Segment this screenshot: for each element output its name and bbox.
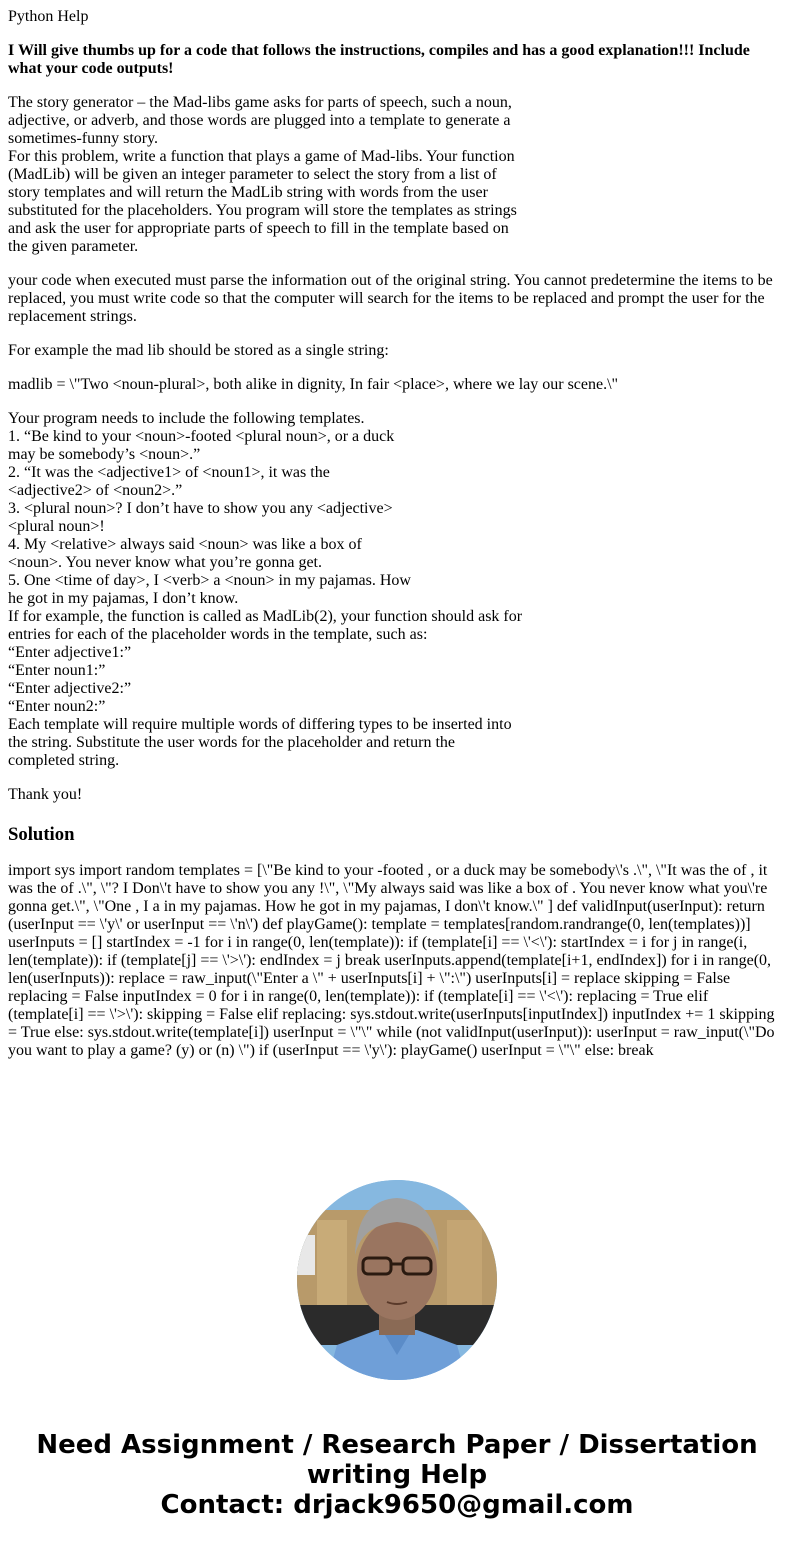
prompt-example: “Enter noun2:” (8, 698, 106, 715)
intro-line: substituted for the placeholders. You program will store the templates as strings (8, 202, 517, 219)
prompt-example: “Enter adjective1:” (8, 644, 132, 661)
template-item: <adjective2> of <noun2>.” (8, 482, 183, 499)
template-item: 1. “Be kind to your <noun>-footed <plural noun>, or a duck (8, 428, 395, 445)
templates-line: Each template will require multiple words of differing types to be inserted into (8, 716, 512, 733)
intro-paragraph (8, 94, 538, 256)
template-item: 2. “It was the <adjective1> of <noun1>, it was the (8, 464, 330, 481)
template-item: may be somebody’s <noun>.” (8, 446, 201, 463)
promo-line: writing Help (306, 1460, 488, 1490)
page-title: Python Help (8, 8, 89, 25)
parse-requirement: your code when executed must parse the information out of the original string. You cannot predetermine the items to be replaced, you must write code so that the computer will search for the items to be replaced and prompt the user for the replacement strings. (8, 272, 773, 325)
intro-line: and ask the user for appropriate parts of speech to fill in the template based on (8, 220, 509, 237)
prompt-example: “Enter adjective2:” (8, 680, 132, 697)
intro-line: The story generator – the Mad-libs game asks for parts of speech, such a noun, (8, 94, 512, 111)
templates-line: If for example, the function is called as MadLib(2), your function should ask for (8, 608, 523, 625)
templates-line: completed string. (8, 752, 120, 769)
intro-line: adjective, or adverb, and those words are plugged into a template to generate a (8, 112, 511, 129)
intro-line: sometimes-funny story. (8, 130, 159, 147)
intro-line: For this problem, write a function that plays a game of Mad-libs. Your function (8, 148, 515, 165)
example-code: madlib = \"Two <noun-plural>, both alike in dignity, In fair <place>, where we lay our scene.\" (8, 376, 619, 393)
intro-line: story templates and will return the MadLib string with words from the user (8, 184, 488, 201)
template-item: <noun>. You never know what you’re gonna get. (8, 554, 322, 571)
templates-line: entries for each of the placeholder words in the template, such as: (8, 626, 428, 643)
person-photo-icon (297, 1180, 497, 1380)
promo-line: Need Assignment / Research Paper / Dissertation (36, 1430, 758, 1460)
closing-text: Thank you! (8, 786, 83, 803)
templates-line: Your program needs to include the following templates. (8, 410, 365, 427)
template-item: <plural noun>! (8, 518, 105, 535)
promo-banner (8, 1430, 786, 1550)
template-item: 4. My <relative> always said <noun> was like a box of (8, 536, 362, 553)
template-item: 3. <plural noun>? I don’t have to show you any <adjective> (8, 500, 393, 517)
template-item: he got in my pajamas, I don’t know. (8, 590, 239, 607)
solution-code: import sys import random templates = [\"Be kind to your -footed , or a duck may be somebody\'s .\", \"It was the of , it was the of .\", \"? I Don\'t have to show you any !\", \"My always said was like a box of . You never know what you\'re gonna get.\", \"One , I a in my pajamas. How he got in my pajamas, I don\'t know.\" ] def validInput(userInput): return (userInput == \'y\' or userInput == \'n\') def playGame(): template = templates[random.randrange(0, len(templates))] userInputs = [] startIndex = -1 for i in range(0, len(template)): if (template[i] == \'<\'): startIndex = i for j in range(i, len(template)): if (template[j] == \'>\'): endIndex = j break userInputs.append(template[i+1, endIndex]) for i in range(0, len(userInputs)): replace = raw_input(\"Enter a \" + userInputs[i] + \":\") userInputs[i] = replace skipping = False replacing = False inputIndex = 0 for i in range(0, len(template)): if (template[i] == \'<\'): replacing = True elif (template[i] == \'>\'): skipping = False elif replacing: sys.stdout.write(userInputs[inputIndex]) inputIndex += 1 skipping = True else: sys.stdout.write(template[i]) userInput = \"\" while (not validInput(userInput)): userInput = raw_input(\"Do you want to play a game? (y) or (n) \") if (userInput == \'y\'): playGame() userInput = \"\" else: break (8, 862, 775, 1059)
prompt-example: “Enter noun1:” (8, 662, 106, 679)
bold-request: I Will give thumbs up for a code that follows the instructions, compiles and has a good explanation!!! Include what your code outputs! (8, 42, 750, 77)
template-item: 5. One <time of day>, I <verb> a <noun> in my pajamas. How (8, 572, 411, 589)
templates-line: the string. Substitute the user words for the placeholder and return the (8, 734, 455, 751)
avatar (297, 1180, 497, 1380)
intro-line: the given parameter. (8, 238, 139, 255)
intro-line: (MadLib) will be given an integer parameter to select the story from a list of (8, 166, 497, 183)
solution-heading: Solution (8, 824, 75, 845)
avatar-container (8, 1180, 786, 1380)
example-intro: For example the mad lib should be stored as a single string: (8, 342, 389, 359)
templates-list (8, 410, 538, 770)
contact-email: Contact: drjack9650@gmail.com (160, 1490, 634, 1520)
